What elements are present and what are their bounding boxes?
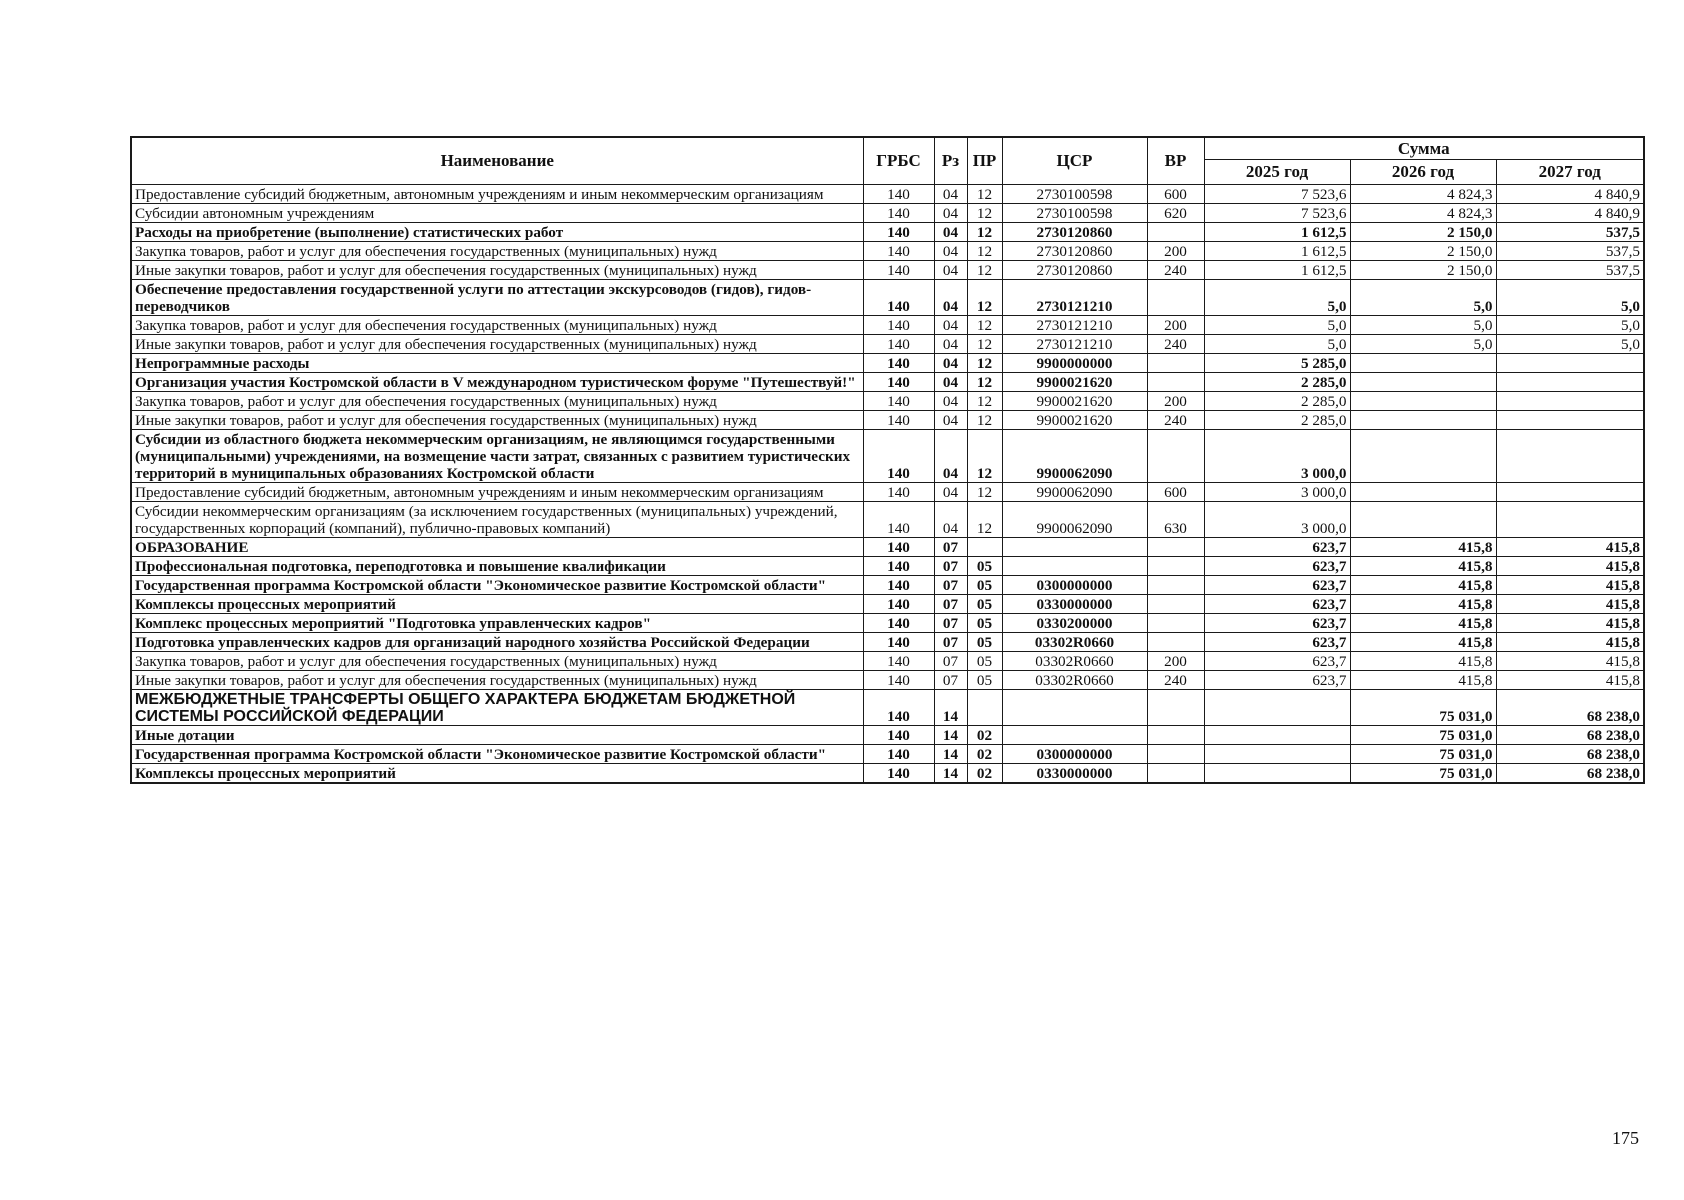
table-row — [131, 222, 1644, 241]
table-row — [131, 203, 1644, 222]
cell-2025 — [1204, 689, 1350, 725]
cell-pr: 12 — [967, 315, 1002, 334]
table-row — [131, 260, 1644, 279]
cell-name: Предоставление субсидий бюджетным, автономным учреждениям и иным некоммерческим организациям — [131, 482, 863, 501]
cell-grbs: 140 — [863, 651, 934, 670]
cell-csr: 9900062090 — [1002, 482, 1147, 501]
cell-2025: 2 285,0 — [1204, 410, 1350, 429]
cell-vr: 630 — [1147, 501, 1204, 537]
header-sum: Сумма — [1204, 137, 1644, 159]
cell-rz: 04 — [934, 353, 967, 372]
cell-rz: 04 — [934, 482, 967, 501]
cell-grbs: 140 — [863, 410, 934, 429]
header-name: Наименование — [131, 137, 863, 184]
cell-csr: 0330000000 — [1002, 594, 1147, 613]
cell-csr: 0300000000 — [1002, 744, 1147, 763]
cell-2026: 2 150,0 — [1350, 241, 1496, 260]
cell-pr: 05 — [967, 575, 1002, 594]
cell-pr — [967, 537, 1002, 556]
cell-2026: 75 031,0 — [1350, 689, 1496, 725]
table-row — [131, 613, 1644, 632]
cell-grbs: 140 — [863, 670, 934, 689]
cell-rz: 04 — [934, 279, 967, 315]
table-row — [131, 556, 1644, 575]
cell-rz: 04 — [934, 334, 967, 353]
cell-vr — [1147, 689, 1204, 725]
cell-2026: 75 031,0 — [1350, 725, 1496, 744]
table-body — [131, 184, 1644, 783]
table-header — [131, 137, 1644, 184]
cell-2025: 7 523,6 — [1204, 203, 1350, 222]
cell-pr: 02 — [967, 744, 1002, 763]
cell-2027 — [1496, 391, 1644, 410]
cell-2027: 537,5 — [1496, 260, 1644, 279]
cell-grbs: 140 — [863, 744, 934, 763]
cell-csr: 9900021620 — [1002, 391, 1147, 410]
cell-rz: 04 — [934, 222, 967, 241]
cell-name: Комплексы процессных мероприятий — [131, 763, 863, 783]
cell-pr: 02 — [967, 763, 1002, 783]
cell-grbs: 140 — [863, 315, 934, 334]
cell-name: Закупка товаров, работ и услуг для обеспечения государственных (муниципальных) нужд — [131, 391, 863, 410]
table-row — [131, 184, 1644, 203]
cell-pr: 12 — [967, 372, 1002, 391]
cell-rz: 07 — [934, 651, 967, 670]
cell-csr — [1002, 725, 1147, 744]
cell-pr: 12 — [967, 184, 1002, 203]
cell-2027 — [1496, 353, 1644, 372]
cell-csr: 2730120860 — [1002, 260, 1147, 279]
cell-2026: 415,8 — [1350, 575, 1496, 594]
cell-2027: 5,0 — [1496, 315, 1644, 334]
cell-name: Профессиональная подготовка, переподготовка и повышение квалификации — [131, 556, 863, 575]
cell-2025: 623,7 — [1204, 575, 1350, 594]
cell-pr: 12 — [967, 203, 1002, 222]
cell-grbs: 140 — [863, 689, 934, 725]
table-row — [131, 315, 1644, 334]
cell-pr: 12 — [967, 279, 1002, 315]
cell-name: Иные закупки товаров, работ и услуг для обеспечения государственных (муниципальных) нужд — [131, 260, 863, 279]
cell-rz: 07 — [934, 537, 967, 556]
cell-2026 — [1350, 429, 1496, 482]
cell-name: Подготовка управленческих кадров для организаций народного хозяйства Российской Федерации — [131, 632, 863, 651]
cell-vr: 240 — [1147, 260, 1204, 279]
cell-name: Государственная программа Костромской области "Экономическое развитие Костромской области" — [131, 575, 863, 594]
cell-pr: 05 — [967, 556, 1002, 575]
cell-2025 — [1204, 744, 1350, 763]
cell-2026: 4 824,3 — [1350, 203, 1496, 222]
cell-vr — [1147, 763, 1204, 783]
cell-2027: 68 238,0 — [1496, 725, 1644, 744]
cell-pr: 02 — [967, 725, 1002, 744]
cell-grbs: 140 — [863, 594, 934, 613]
cell-2025: 5,0 — [1204, 315, 1350, 334]
cell-2027: 415,8 — [1496, 651, 1644, 670]
cell-2026: 415,8 — [1350, 613, 1496, 632]
table-row — [131, 651, 1644, 670]
table-row — [131, 372, 1644, 391]
cell-rz: 04 — [934, 315, 967, 334]
cell-csr: 9900021620 — [1002, 410, 1147, 429]
cell-vr: 600 — [1147, 184, 1204, 203]
table-row — [131, 632, 1644, 651]
cell-name: Обеспечение предоставления государственной услуги по аттестации экскурсоводов (гидов), гидов-переводчиков — [131, 279, 863, 315]
cell-2025: 5,0 — [1204, 279, 1350, 315]
table-row — [131, 279, 1644, 315]
cell-grbs: 140 — [863, 725, 934, 744]
cell-2026 — [1350, 391, 1496, 410]
cell-pr: 12 — [967, 260, 1002, 279]
cell-name: Иные дотации — [131, 725, 863, 744]
cell-csr: 9900062090 — [1002, 501, 1147, 537]
table-row — [131, 391, 1644, 410]
cell-rz: 07 — [934, 594, 967, 613]
cell-pr: 12 — [967, 241, 1002, 260]
cell-pr: 12 — [967, 391, 1002, 410]
cell-csr: 2730100598 — [1002, 203, 1147, 222]
cell-pr: 12 — [967, 222, 1002, 241]
cell-grbs: 140 — [863, 279, 934, 315]
cell-vr — [1147, 429, 1204, 482]
cell-name: Субсидии некоммерческим организациям (за исключением государственных (муниципальных) учреждений, государственных корпораций (компаний), публично-правовых компаний) — [131, 501, 863, 537]
cell-csr: 03302R0660 — [1002, 632, 1147, 651]
cell-pr: 12 — [967, 334, 1002, 353]
cell-csr: 9900000000 — [1002, 353, 1147, 372]
cell-vr: 200 — [1147, 391, 1204, 410]
cell-pr: 12 — [967, 429, 1002, 482]
cell-rz: 04 — [934, 391, 967, 410]
cell-grbs: 140 — [863, 372, 934, 391]
cell-2026: 2 150,0 — [1350, 260, 1496, 279]
cell-grbs: 140 — [863, 391, 934, 410]
cell-2027: 415,8 — [1496, 556, 1644, 575]
cell-2027: 4 840,9 — [1496, 203, 1644, 222]
cell-csr: 2730121210 — [1002, 315, 1147, 334]
cell-2027: 68 238,0 — [1496, 689, 1644, 725]
cell-2027: 415,8 — [1496, 632, 1644, 651]
cell-vr — [1147, 744, 1204, 763]
cell-2027: 415,8 — [1496, 670, 1644, 689]
cell-2025: 5,0 — [1204, 334, 1350, 353]
cell-rz: 14 — [934, 689, 967, 725]
table-row — [131, 725, 1644, 744]
cell-rz: 07 — [934, 575, 967, 594]
cell-2027: 4 840,9 — [1496, 184, 1644, 203]
cell-2027: 5,0 — [1496, 279, 1644, 315]
cell-2027: 537,5 — [1496, 241, 1644, 260]
cell-2025: 2 285,0 — [1204, 391, 1350, 410]
cell-grbs: 140 — [863, 184, 934, 203]
cell-csr: 9900021620 — [1002, 372, 1147, 391]
cell-2027 — [1496, 482, 1644, 501]
cell-2027 — [1496, 372, 1644, 391]
table-row — [131, 353, 1644, 372]
table-row — [131, 537, 1644, 556]
table-row — [131, 689, 1644, 725]
cell-rz: 14 — [934, 725, 967, 744]
page-number: 175 — [1612, 1128, 1639, 1148]
cell-2026 — [1350, 353, 1496, 372]
header-pr: ПР — [967, 137, 1002, 184]
cell-2025 — [1204, 763, 1350, 783]
cell-2026: 415,8 — [1350, 594, 1496, 613]
cell-2025: 3 000,0 — [1204, 482, 1350, 501]
cell-grbs: 140 — [863, 556, 934, 575]
cell-2026: 5,0 — [1350, 279, 1496, 315]
header-csr: ЦСР — [1002, 137, 1147, 184]
cell-pr: 12 — [967, 410, 1002, 429]
cell-2027: 5,0 — [1496, 334, 1644, 353]
cell-pr: 12 — [967, 482, 1002, 501]
cell-grbs: 140 — [863, 613, 934, 632]
cell-2025: 623,7 — [1204, 594, 1350, 613]
cell-vr — [1147, 372, 1204, 391]
cell-vr — [1147, 279, 1204, 315]
cell-grbs: 140 — [863, 575, 934, 594]
cell-name: Закупка товаров, работ и услуг для обеспечения государственных (муниципальных) нужд — [131, 315, 863, 334]
cell-name: Иные закупки товаров, работ и услуг для обеспечения государственных (муниципальных) нужд — [131, 670, 863, 689]
cell-2027: 68 238,0 — [1496, 763, 1644, 783]
cell-grbs: 140 — [863, 482, 934, 501]
cell-vr — [1147, 537, 1204, 556]
cell-2026: 415,8 — [1350, 651, 1496, 670]
cell-rz: 04 — [934, 501, 967, 537]
cell-pr — [967, 689, 1002, 725]
cell-name: Закупка товаров, работ и услуг для обеспечения государственных (муниципальных) нужд — [131, 241, 863, 260]
cell-vr — [1147, 222, 1204, 241]
budget-table — [130, 136, 1645, 784]
cell-2027: 415,8 — [1496, 537, 1644, 556]
table-row — [131, 482, 1644, 501]
cell-name: Расходы на приобретение (выполнение) статистических работ — [131, 222, 863, 241]
header-2025: 2025 год — [1204, 159, 1350, 184]
cell-vr: 240 — [1147, 410, 1204, 429]
table-row — [131, 670, 1644, 689]
cell-grbs: 140 — [863, 763, 934, 783]
cell-vr: 240 — [1147, 334, 1204, 353]
cell-2027: 68 238,0 — [1496, 744, 1644, 763]
cell-2027: 415,8 — [1496, 594, 1644, 613]
cell-2027 — [1496, 429, 1644, 482]
cell-rz: 04 — [934, 203, 967, 222]
cell-2026: 4 824,3 — [1350, 184, 1496, 203]
header-vr: ВР — [1147, 137, 1204, 184]
cell-csr: 2730100598 — [1002, 184, 1147, 203]
table-row — [131, 763, 1644, 783]
cell-csr — [1002, 689, 1147, 725]
cell-name: Субсидии автономным учреждениям — [131, 203, 863, 222]
cell-vr: 240 — [1147, 670, 1204, 689]
cell-2026 — [1350, 410, 1496, 429]
cell-vr — [1147, 575, 1204, 594]
cell-rz: 04 — [934, 241, 967, 260]
cell-csr: 2730121210 — [1002, 279, 1147, 315]
cell-name: МЕЖБЮДЖЕТНЫЕ ТРАНСФЕРТЫ ОБЩЕГО ХАРАКТЕРА БЮДЖЕТАМ БЮДЖЕТНОЙ СИСТЕМЫ РОССИЙСКОЙ ФЕДЕРАЦИИ — [131, 689, 863, 725]
header-2027: 2027 год — [1496, 159, 1644, 184]
cell-vr — [1147, 613, 1204, 632]
cell-pr: 12 — [967, 501, 1002, 537]
cell-grbs: 140 — [863, 632, 934, 651]
cell-csr: 0330000000 — [1002, 763, 1147, 783]
header-rz: Рз — [934, 137, 967, 184]
cell-2025: 623,7 — [1204, 556, 1350, 575]
cell-name: Организация участия Костромской области в V международном туристическом форуме "Путешествуй!" — [131, 372, 863, 391]
cell-name: Комплекс процессных мероприятий "Подготовка управленческих кадров" — [131, 613, 863, 632]
cell-rz: 07 — [934, 632, 967, 651]
cell-2025: 623,7 — [1204, 670, 1350, 689]
cell-rz: 14 — [934, 763, 967, 783]
cell-2025: 623,7 — [1204, 632, 1350, 651]
table-row — [131, 241, 1644, 260]
cell-rz: 14 — [934, 744, 967, 763]
cell-grbs: 140 — [863, 203, 934, 222]
cell-csr: 03302R0660 — [1002, 670, 1147, 689]
cell-csr: 0330200000 — [1002, 613, 1147, 632]
cell-grbs: 140 — [863, 429, 934, 482]
cell-vr — [1147, 594, 1204, 613]
table-row — [131, 744, 1644, 763]
cell-2027: 415,8 — [1496, 613, 1644, 632]
cell-rz: 04 — [934, 260, 967, 279]
cell-2026: 415,8 — [1350, 556, 1496, 575]
cell-2027: 415,8 — [1496, 575, 1644, 594]
table-row — [131, 429, 1644, 482]
cell-pr: 05 — [967, 670, 1002, 689]
cell-rz: 07 — [934, 556, 967, 575]
cell-vr: 620 — [1147, 203, 1204, 222]
cell-pr: 05 — [967, 594, 1002, 613]
cell-pr: 12 — [967, 353, 1002, 372]
cell-2025: 5 285,0 — [1204, 353, 1350, 372]
cell-pr: 05 — [967, 613, 1002, 632]
cell-2025: 623,7 — [1204, 537, 1350, 556]
cell-2026: 5,0 — [1350, 315, 1496, 334]
cell-name: Иные закупки товаров, работ и услуг для обеспечения государственных (муниципальных) нужд — [131, 334, 863, 353]
header-2026: 2026 год — [1350, 159, 1496, 184]
cell-name: Государственная программа Костромской области "Экономическое развитие Костромской области" — [131, 744, 863, 763]
table-row — [131, 334, 1644, 353]
cell-vr — [1147, 725, 1204, 744]
cell-name: Комплексы процессных мероприятий — [131, 594, 863, 613]
cell-2027 — [1496, 501, 1644, 537]
cell-rz: 04 — [934, 429, 967, 482]
cell-2026 — [1350, 501, 1496, 537]
table-row — [131, 575, 1644, 594]
cell-rz: 04 — [934, 410, 967, 429]
cell-vr — [1147, 556, 1204, 575]
cell-rz: 07 — [934, 670, 967, 689]
cell-2025: 1 612,5 — [1204, 260, 1350, 279]
cell-name: Непрограммные расходы — [131, 353, 863, 372]
cell-rz: 04 — [934, 372, 967, 391]
cell-2025: 1 612,5 — [1204, 222, 1350, 241]
cell-name: Предоставление субсидий бюджетным, автономным учреждениям и иным некоммерческим организациям — [131, 184, 863, 203]
cell-2025: 3 000,0 — [1204, 429, 1350, 482]
cell-2025 — [1204, 725, 1350, 744]
header-grbs: ГРБС — [863, 137, 934, 184]
table-row — [131, 501, 1644, 537]
cell-2027 — [1496, 410, 1644, 429]
cell-grbs: 140 — [863, 537, 934, 556]
cell-2025: 3 000,0 — [1204, 501, 1350, 537]
table-row — [131, 594, 1644, 613]
cell-name: Закупка товаров, работ и услуг для обеспечения государственных (муниципальных) нужд — [131, 651, 863, 670]
cell-csr: 0300000000 — [1002, 575, 1147, 594]
cell-2026 — [1350, 372, 1496, 391]
cell-name: ОБРАЗОВАНИЕ — [131, 537, 863, 556]
cell-2025: 7 523,6 — [1204, 184, 1350, 203]
cell-grbs: 140 — [863, 334, 934, 353]
cell-2026: 5,0 — [1350, 334, 1496, 353]
cell-csr: 2730120860 — [1002, 241, 1147, 260]
cell-csr — [1002, 537, 1147, 556]
cell-vr: 200 — [1147, 315, 1204, 334]
cell-grbs: 140 — [863, 501, 934, 537]
table-row — [131, 410, 1644, 429]
cell-2026: 415,8 — [1350, 670, 1496, 689]
cell-vr: 600 — [1147, 482, 1204, 501]
cell-pr: 05 — [967, 632, 1002, 651]
cell-2025: 2 285,0 — [1204, 372, 1350, 391]
cell-grbs: 140 — [863, 260, 934, 279]
cell-2027: 537,5 — [1496, 222, 1644, 241]
cell-csr: 2730120860 — [1002, 222, 1147, 241]
cell-name: Субсидии из областного бюджета некоммерческим организациям, не являющимся государственными (муниципальными) учреждениями, на возмещение части затрат, связанных с развитием туристических территорий в муниципальных образованиях Костромской области — [131, 429, 863, 482]
cell-csr — [1002, 556, 1147, 575]
cell-2025: 623,7 — [1204, 651, 1350, 670]
cell-csr: 03302R0660 — [1002, 651, 1147, 670]
cell-2026: 2 150,0 — [1350, 222, 1496, 241]
cell-vr — [1147, 632, 1204, 651]
cell-2026: 415,8 — [1350, 537, 1496, 556]
cell-pr: 05 — [967, 651, 1002, 670]
cell-csr: 2730121210 — [1002, 334, 1147, 353]
cell-2026 — [1350, 482, 1496, 501]
cell-vr: 200 — [1147, 651, 1204, 670]
cell-2025: 1 612,5 — [1204, 241, 1350, 260]
cell-grbs: 140 — [863, 222, 934, 241]
cell-vr — [1147, 353, 1204, 372]
cell-2026: 75 031,0 — [1350, 763, 1496, 783]
cell-2026: 75 031,0 — [1350, 744, 1496, 763]
cell-rz: 04 — [934, 184, 967, 203]
cell-grbs: 140 — [863, 241, 934, 260]
cell-grbs: 140 — [863, 353, 934, 372]
cell-name: Иные закупки товаров, работ и услуг для обеспечения государственных (муниципальных) нужд — [131, 410, 863, 429]
cell-csr: 9900062090 — [1002, 429, 1147, 482]
cell-vr: 200 — [1147, 241, 1204, 260]
cell-2025: 623,7 — [1204, 613, 1350, 632]
cell-rz: 07 — [934, 613, 967, 632]
cell-2026: 415,8 — [1350, 632, 1496, 651]
